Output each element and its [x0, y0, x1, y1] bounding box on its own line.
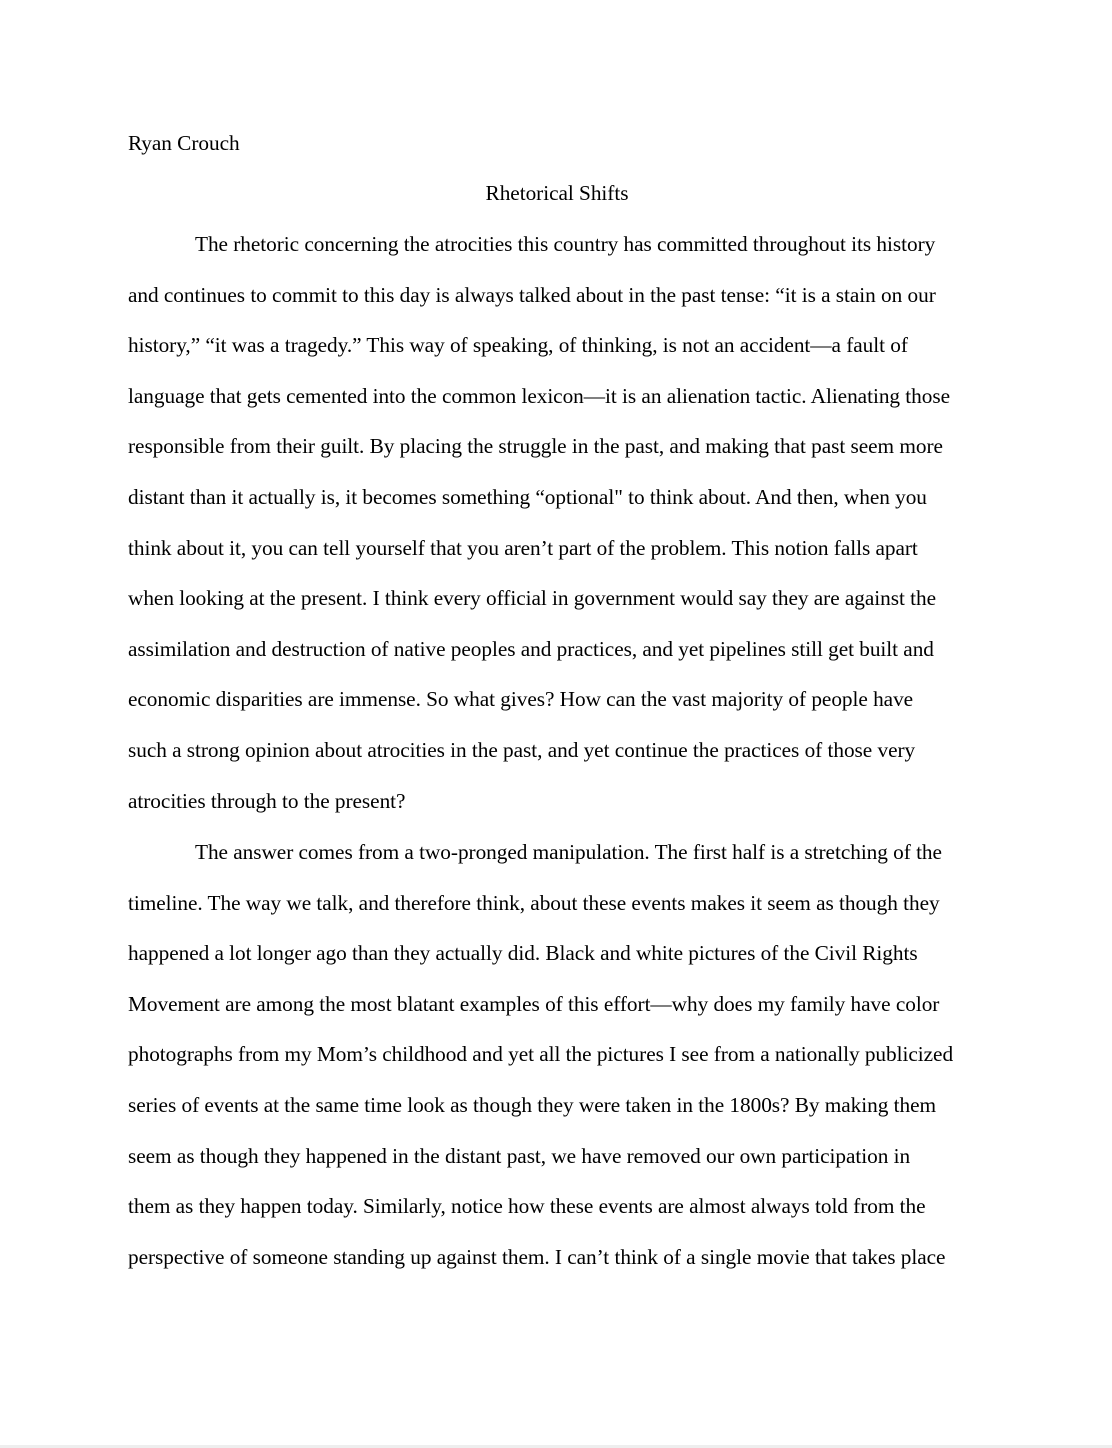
text-line: and continues to commit to this day is always talked about in the past tense: “it is a stain on our	[128, 282, 936, 307]
text-line: language that gets cemented into the common lexicon—it is an alienation tactic. Alienating those	[128, 383, 950, 408]
text-line: The rhetoric concerning the atrocities this country has committed throughout its history	[195, 232, 936, 256]
text-line: economic disparities are immense. So what gives? How can the vast majority of people have	[128, 687, 914, 712]
text-line: timeline. The way we talk, and therefore think, about these events makes it seem as though they	[128, 890, 940, 915]
text-line: them as they happen today. Similarly, notice how these events are almost always told from the	[128, 1194, 926, 1219]
text-line: responsible from their guilt. By placing the struggle in the past, and making that past seem more	[128, 434, 943, 459]
text-line: Movement are among the most blatant examples of this effort—why does my family have color	[128, 991, 940, 1016]
text-line: such a strong opinion about atrocities in the past, and yet continue the practices of those very	[128, 737, 916, 762]
text-line: distant than it actually is, it becomes something “optional" to think about. And then, when you	[128, 484, 927, 509]
document-title: Rhetorical Shifts	[485, 181, 629, 205]
author-name: Ryan Crouch	[128, 131, 240, 155]
text-line: history,” “it was a tragedy.” This way of speaking, of thinking, is not an accident—a fault of	[128, 333, 908, 358]
text-line: happened a lot longer ago than they actually did. Black and white pictures of the Civil Rights	[128, 941, 918, 966]
text-line: assimilation and destruction of native peoples and practices, and yet pipelines still get built and	[128, 636, 934, 661]
text-line: seem as though they happened in the distant past, we have removed our own participation in	[128, 1143, 911, 1168]
text-line: The answer comes from a two-pronged manipulation. The first half is a stretching of the	[195, 840, 942, 864]
text-line: atrocities through to the present?	[128, 788, 406, 813]
text-line: think about it, you can tell yourself that you aren’t part of the problem. This notion falls apart	[128, 535, 918, 560]
text-line: series of events at the same time look as though they were taken in the 1800s? By making them	[128, 1092, 936, 1117]
paragraph-2	[128, 837, 1008, 1292]
paragraph-1	[128, 229, 1008, 836]
text-line: photographs from my Mom’s childhood and yet all the pictures I see from a nationally publicized	[128, 1042, 954, 1067]
text-line: perspective of someone standing up against them. I can’t think of a single movie that takes place	[128, 1244, 946, 1269]
text-line: when looking at the present. I think every official in government would say they are against the	[128, 586, 936, 611]
